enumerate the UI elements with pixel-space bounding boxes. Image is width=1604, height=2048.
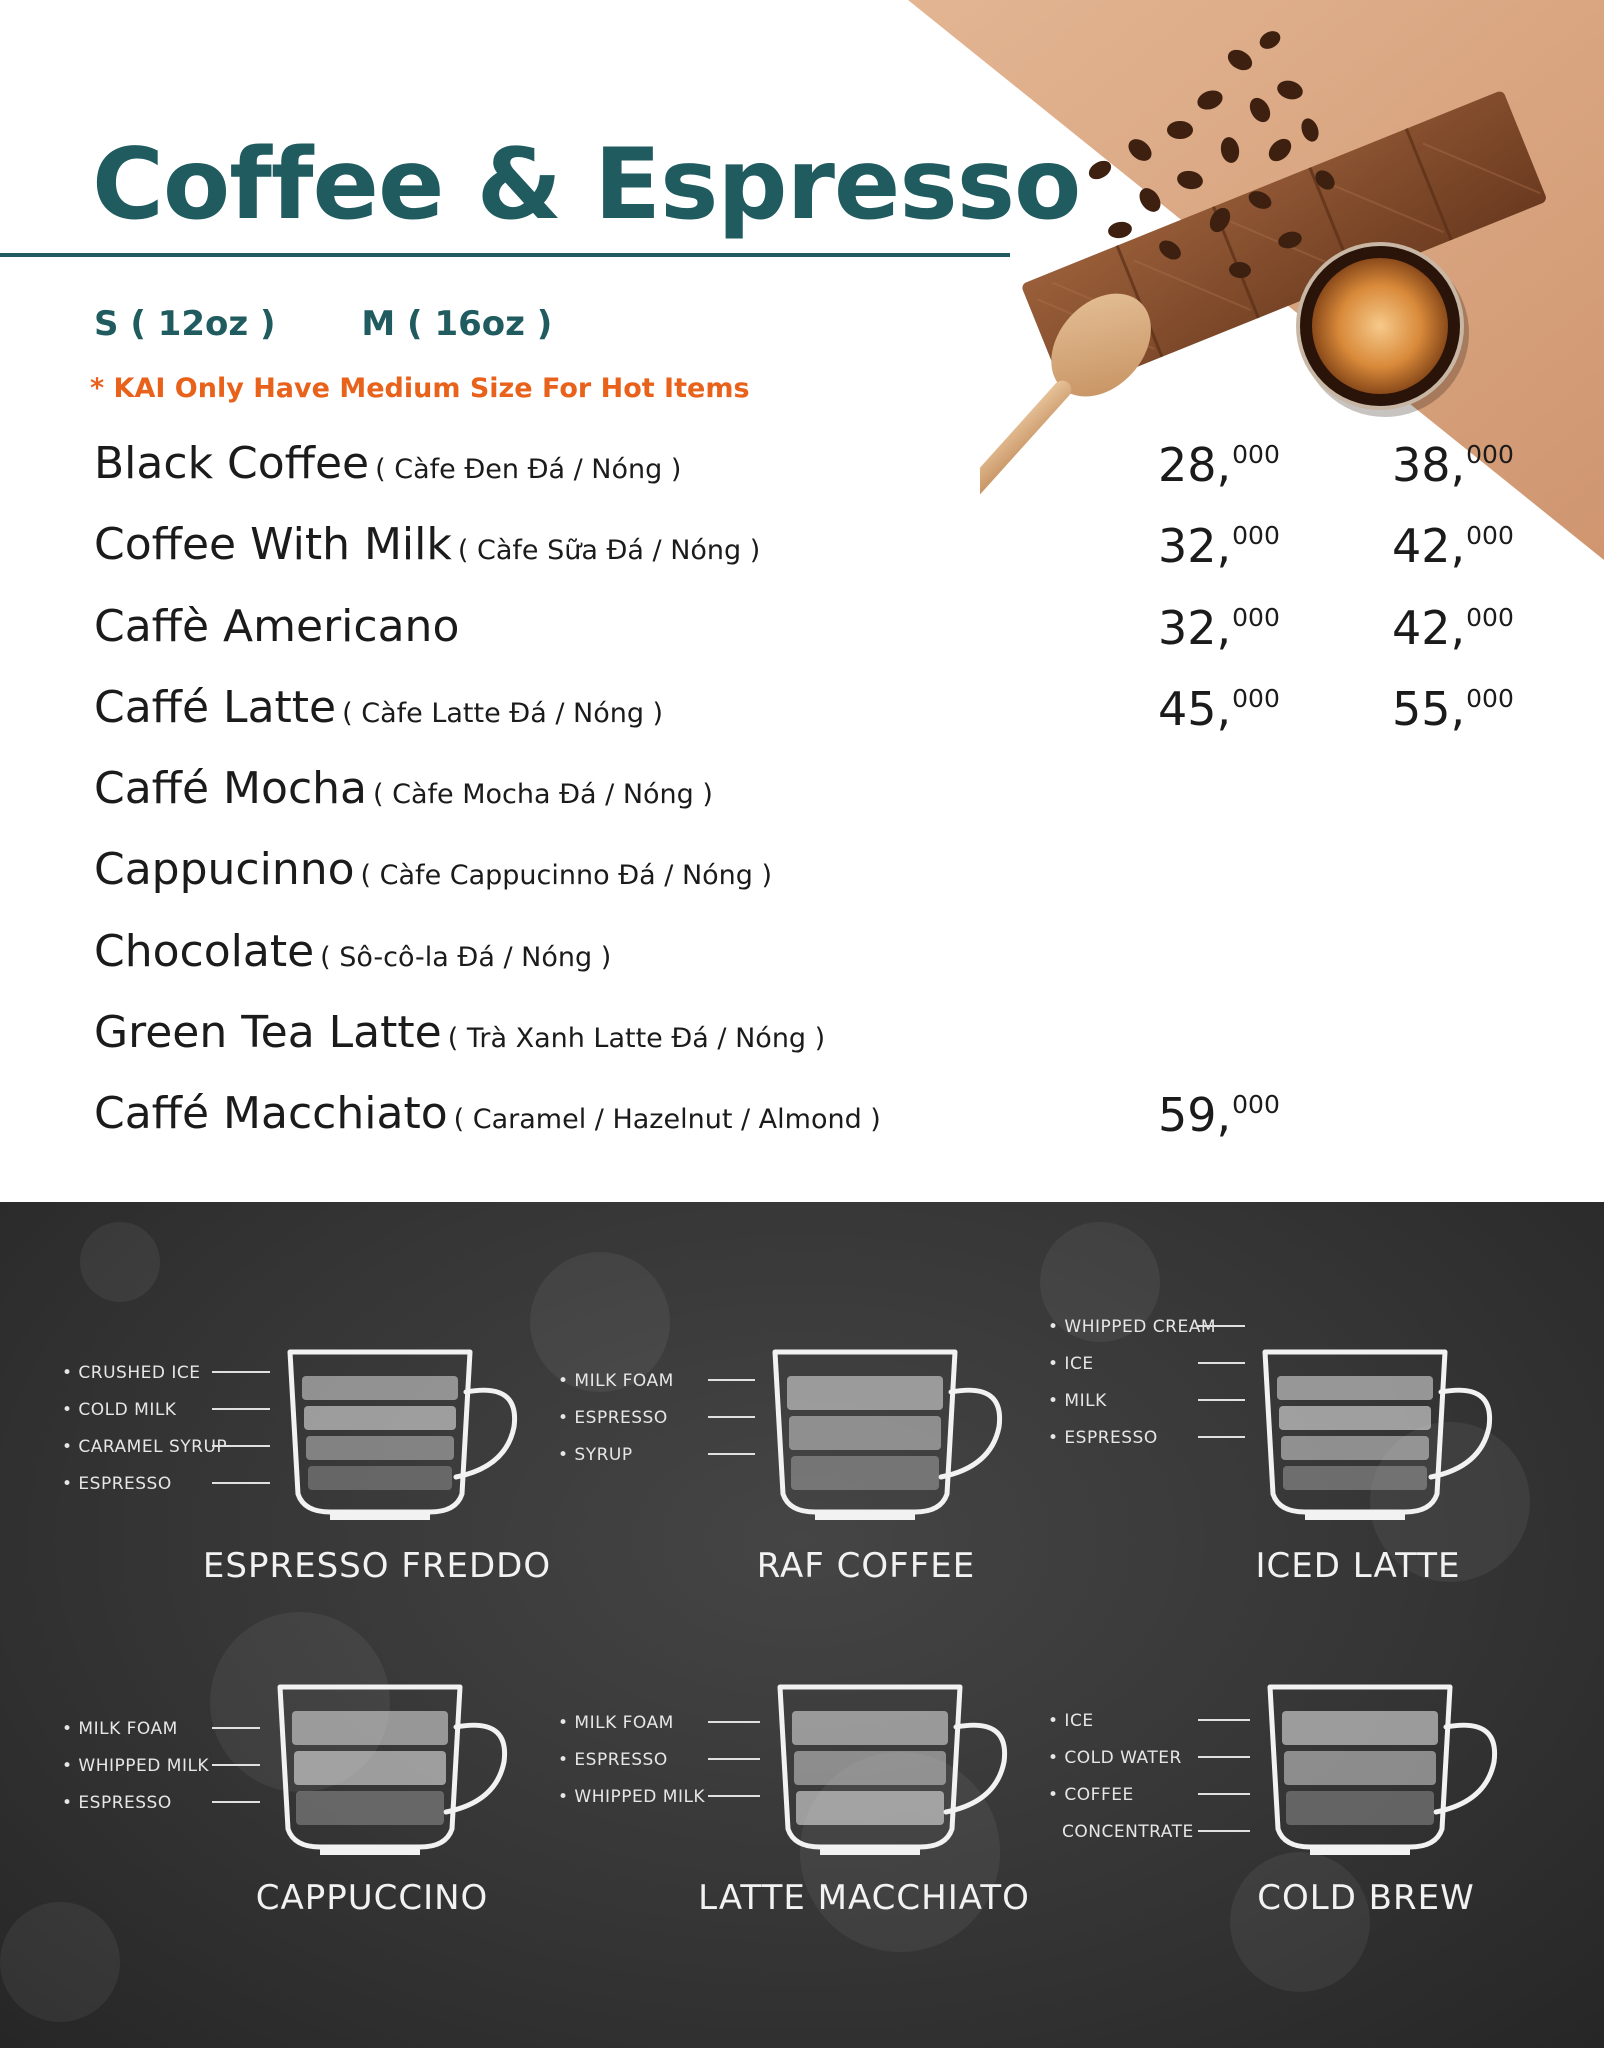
menu-item: [94, 1007, 1514, 1088]
recipe-ingredient-label: • COFFEE: [1048, 1785, 1134, 1805]
price-thousands: 42,: [1392, 600, 1466, 655]
menu-item-name: Black Coffee: [94, 438, 370, 489]
recipe-title: COLD BREW: [1257, 1878, 1475, 1918]
menu-item: [94, 682, 1514, 763]
menu-item-price-small: [1158, 519, 1280, 573]
menu-item-vietnamese: ( Caramel / Hazelnut / Almond ): [453, 1104, 881, 1136]
menu-item-name: Cappucinno: [94, 844, 355, 896]
recipe-ingredient-label: • ICE: [1048, 1354, 1094, 1374]
menu-item-name: Chocolate: [94, 925, 315, 977]
menu-item-vietnamese: ( Sô-cô-la Đá / Nóng ): [320, 941, 612, 973]
menu-item-vietnamese: ( Trà Xanh Latte Đá / Nóng ): [447, 1023, 826, 1055]
cup-icon: [1270, 1687, 1495, 1855]
price-suffix: 000: [1232, 602, 1280, 632]
recipe-ingredient-label: • ESPRESSO: [558, 1750, 668, 1770]
menu-item-name: Caffé Macchiato: [94, 1088, 448, 1140]
cup-icon: [775, 1352, 1000, 1520]
recipe-ingredient-label: • MILK FOAM: [558, 1713, 674, 1733]
menu-item-vietnamese: ( Càfe Sữa Đá / Nóng ): [457, 535, 761, 567]
recipe-title: LATTE MACCHIATO: [698, 1878, 1030, 1918]
price-thousands: 32,: [1158, 519, 1232, 574]
menu-item-vietnamese: ( Càfe Mocha Đá / Nóng ): [372, 779, 713, 811]
price-suffix: 000: [1232, 1090, 1280, 1120]
recipe-ingredient-label: • COLD WATER: [1048, 1748, 1182, 1768]
price-suffix: 000: [1466, 440, 1514, 469]
recipe-ingredient-label: • CRUSHED ICE: [62, 1363, 201, 1383]
price-thousands: 59,: [1158, 1088, 1232, 1143]
price-suffix: 000: [1466, 521, 1514, 551]
menu-item-vietnamese: ( Càfe Latte Đá / Nóng ): [342, 697, 664, 729]
menu-item: [94, 763, 1514, 844]
recipe-illustrations: [0, 1202, 1604, 2048]
menu-item-price-small: [1158, 438, 1280, 492]
recipe-title: CAPPUCCINO: [255, 1878, 489, 1918]
menu-item: [94, 438, 1514, 519]
menu-item-price-medium: [1392, 682, 1514, 736]
menu-item: [94, 926, 1514, 1007]
menu-item-price-medium: [1392, 519, 1514, 573]
recipe-title: ICED LATTE: [1255, 1546, 1461, 1586]
recipe-ingredient-label: • WHIPPED MILK: [558, 1787, 706, 1807]
cup-icon: [290, 1352, 515, 1520]
menu-item: [94, 1088, 1514, 1169]
menu-item-vietnamese: ( Càfe Cappucinno Đá / Nóng ): [360, 860, 773, 892]
recipe-ingredient-label: • MILK: [1048, 1391, 1107, 1411]
recipe-ingredient-label: • ESPRESSO: [62, 1474, 172, 1494]
recipe-ingredient-label: • CARAMEL SYRUP: [62, 1437, 228, 1457]
recipe-ingredient-label: • ICE: [1048, 1711, 1094, 1731]
recipe-title: RAF COFFEE: [756, 1546, 976, 1586]
price-suffix: 000: [1466, 683, 1514, 713]
menu-item-price-medium: [1392, 601, 1514, 655]
size-medium-label: M ( 16oz ): [361, 304, 553, 344]
recipe-ingredient-label: • MILK FOAM: [62, 1719, 178, 1739]
recipe-ingredient-label: • WHIPPED CREAM: [1048, 1317, 1216, 1337]
page-title: Coffee & Espresso: [92, 128, 1081, 242]
recipe-card: [1048, 1687, 1495, 1918]
menu-item-price-small: [1158, 601, 1280, 655]
recipe-card: [558, 1352, 1000, 1586]
price-suffix: 000: [1466, 602, 1514, 632]
price-thousands: 28,: [1158, 438, 1232, 492]
recipe-card: [62, 1687, 505, 1918]
title-divider: [0, 253, 1010, 257]
menu-item-price-small: [1158, 1088, 1280, 1142]
price-thousands: 32,: [1158, 600, 1232, 655]
menu-item-vietnamese: ( Càfe Đen Đá / Nóng ): [375, 454, 682, 485]
menu-item-name: Caffé Mocha: [94, 763, 367, 815]
recipe-ingredient-label: • WHIPPED MILK: [62, 1756, 210, 1776]
menu-item-list: [94, 438, 1514, 1170]
menu-item: [94, 844, 1514, 925]
recipe-ingredient-label: • SYRUP: [558, 1445, 633, 1465]
menu-item-name: Green Tea Latte: [94, 1007, 442, 1059]
menu-item-name: Caffé Latte: [94, 681, 337, 733]
menu-item-price-medium: [1392, 438, 1514, 492]
price-thousands: 55,: [1392, 681, 1466, 736]
recipe-ingredient-label: • ESPRESSO: [1048, 1428, 1158, 1448]
recipe-ingredient-label: • ESPRESSO: [558, 1408, 668, 1428]
recipe-title: ESPRESSO FREDDO: [202, 1546, 552, 1586]
menu-item-name: Coffee With Milk: [94, 519, 452, 571]
recipe-card: [62, 1352, 551, 1586]
price-thousands: 38,: [1392, 438, 1466, 492]
recipe-card: [1048, 1317, 1490, 1586]
price-thousands: 42,: [1392, 519, 1466, 574]
recipe-ingredient-label: • ESPRESSO: [62, 1793, 172, 1813]
menu-item: [94, 519, 1514, 600]
menu-item-name: Caffè Americano: [94, 600, 460, 652]
size-legend: [94, 304, 552, 344]
chalkboard-recipes: [0, 1202, 1604, 2048]
price-thousands: 45,: [1158, 681, 1232, 736]
price-suffix: 000: [1232, 440, 1280, 469]
menu-item: [94, 601, 1514, 682]
recipe-ingredient-label: CONCENTRATE: [1062, 1822, 1194, 1842]
recipe-ingredient-label: • COLD MILK: [62, 1400, 177, 1420]
price-suffix: 000: [1232, 521, 1280, 551]
price-suffix: 000: [1232, 683, 1280, 713]
cup-icon: [280, 1687, 505, 1855]
size-small-label: S ( 12oz ): [94, 304, 276, 344]
size-note: * KAI Only Have Medium Size For Hot Items: [90, 373, 750, 404]
menu-item-price-small: [1158, 682, 1280, 736]
recipe-ingredient-label: • MILK FOAM: [558, 1371, 674, 1391]
